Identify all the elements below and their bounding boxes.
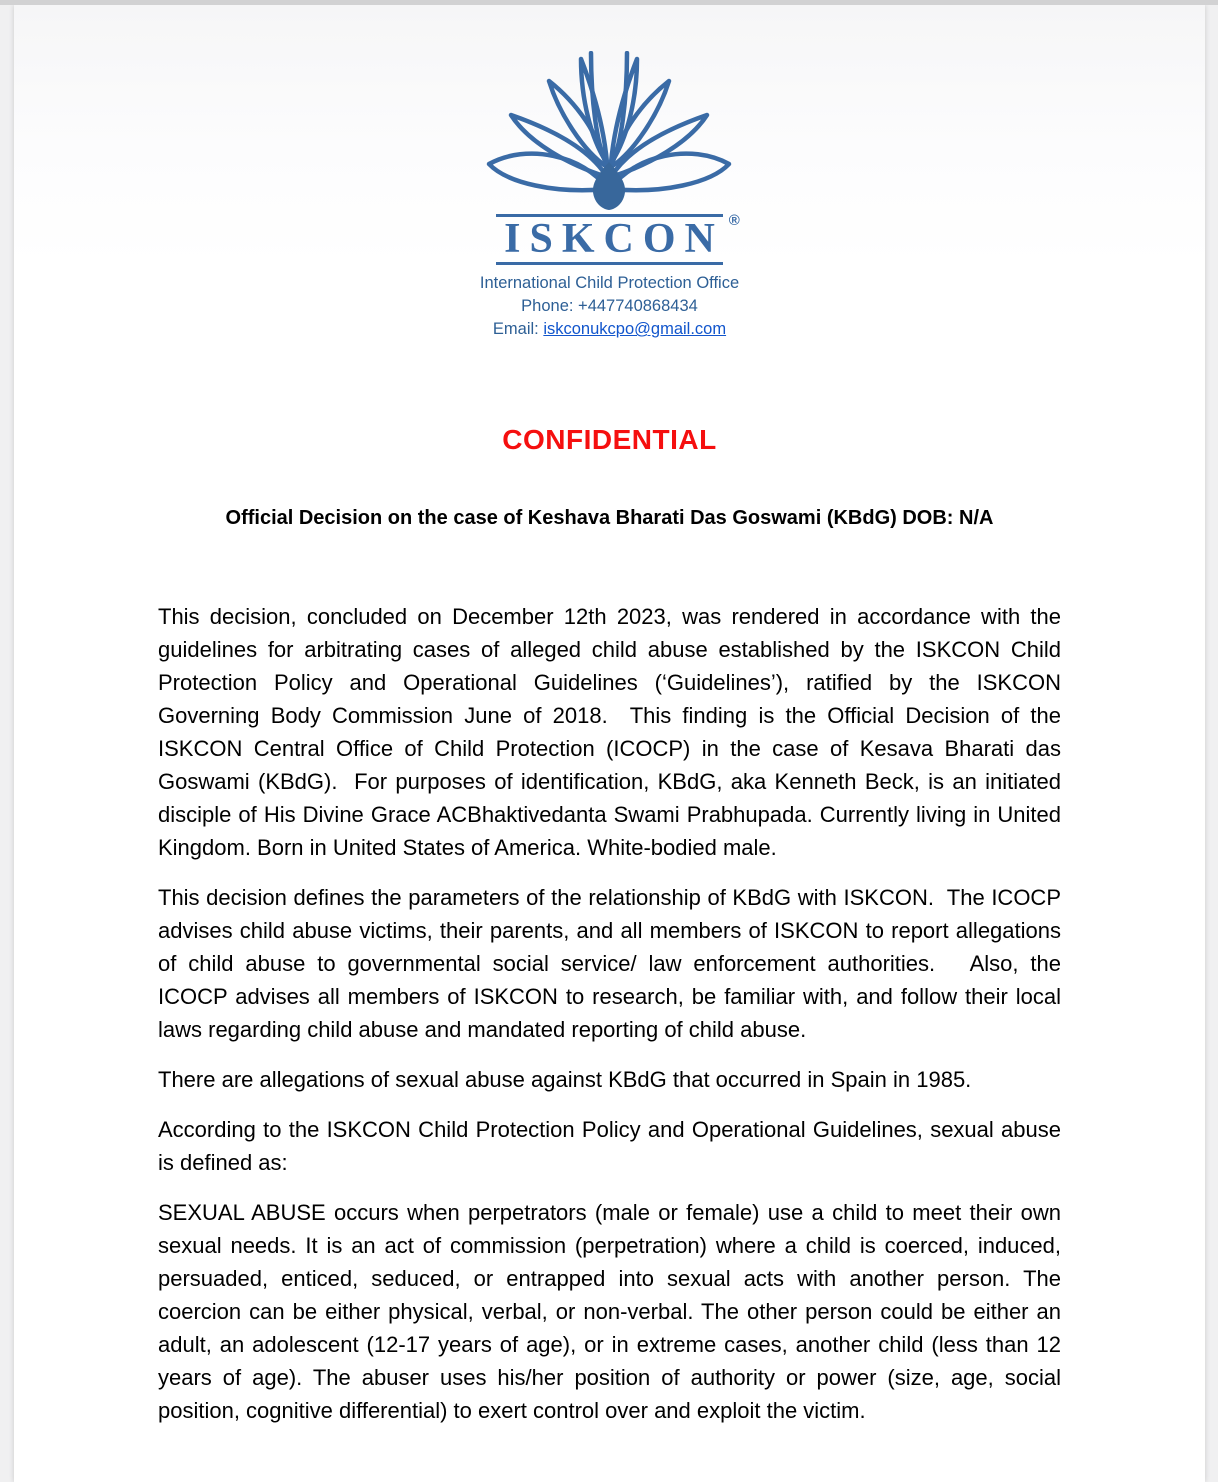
phone-line: Phone: +447740868434: [158, 295, 1061, 318]
email-link[interactable]: iskconukcpo@gmail.com: [543, 320, 726, 338]
paragraph-decision-intro: This decision, concluded on December 12th 2023, was rendered in accordance with the guidelines for arbitrating cases of alleged child abuse established by the ISKCON Child Protection Policy and Operational Guidelines (‘Guidelines’), ratified by the ISKCON Governing Body Commission June of 2018. This finding is the Official Decision of the ISKCON Central Office of Child Protection (ICOCP) in the case of Kesava Bharati das Goswami (KBdG). For purposes of identification, KBdG, aka Kenneth Beck, is an initiated disciple of His Divine Grace ACBhaktivedanta Swami Prabhupada. Currently living in United Kingdom. Born in United States of America. White-bodied male.: [158, 600, 1061, 864]
email-label: Email:: [493, 320, 543, 338]
document-page: [14, 5, 1205, 1482]
document-body: [158, 600, 1061, 1427]
contact-block: [158, 272, 1061, 341]
org-name: International Child Protection Office: [158, 272, 1061, 295]
window-top-bar: [0, 0, 1218, 5]
confidential-banner: CONFIDENTIAL: [158, 425, 1061, 455]
document-title: Official Decision on the case of Keshava Bharati Das Goswami (KBdG) DOB: N/A: [158, 506, 1061, 530]
iskcon-wordmark: [496, 214, 723, 265]
paragraph-sexual-abuse-definition: SEXUAL ABUSE occurs when perpetrators (male or female) use a child to meet their own sexual needs. It is an act of commission (perpetration) where a child is coerced, induced, persuaded, enticed, seduced, or entrapped into sexual acts with another person. The coercion can be either physical, verbal, or non-verbal. The other person could be either an adult, an adolescent (12-17 years of age), or in extreme cases, another child (less than 12 years of age). The abuser uses his/her position of authority or power (size, age, social position, cognitive differential) to exert control over and exploit the victim.: [158, 1196, 1061, 1427]
paragraph-allegations: There are allegations of sexual abuse against KBdG that occurred in Spain in 1985.: [158, 1063, 1061, 1096]
iskcon-wordmark-text: ISKCON: [504, 216, 724, 262]
lotus-bud: [592, 162, 624, 210]
document-header: [158, 51, 1061, 341]
paragraph-definition-intro: According to the ISKCON Child Protection Policy and Operational Guidelines, sexual abuse is defined as:: [158, 1113, 1061, 1179]
paragraph-relationship-parameters: This decision defines the parameters of the relationship of KBdG with ISKCON. The ICOCP advises child abuse victims, their parents, and all members of ISKCON to report allegations of child abuse to governmental social service/ law enforcement authorities. Also, the ICOCP advises all members of ISKCON to research, be familiar with, and follow their local laws regarding child abuse and mandated reporting of child abuse.: [158, 881, 1061, 1046]
email-line: [158, 318, 1061, 341]
iskcon-lotus-logo-icon: [485, 51, 735, 213]
registered-trademark-symbol: ®: [729, 212, 740, 229]
